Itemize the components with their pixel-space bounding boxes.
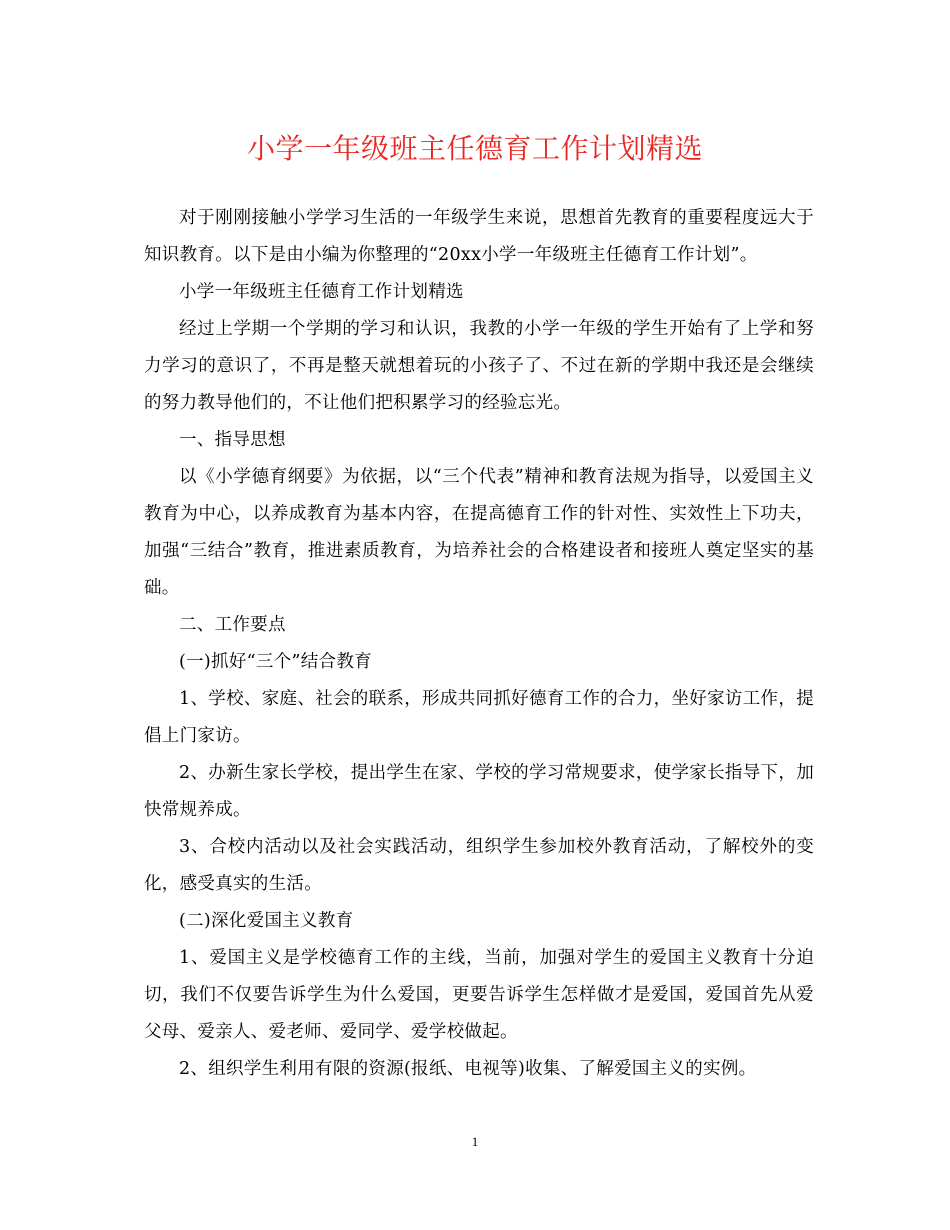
- list-item: 3、合校内活动以及社会实践活动，组织学生参加校外教育活动，了解校外的变化，感受真实的生活。: [144, 837, 814, 894]
- intro-paragraph: 对于刚刚接触小学学习生活的一年级学生来说，思想首先教育的重要程度远大于知识教育。以下是由小编为你整理的“20xx小学一年级班主任德育工作计划”。: [144, 208, 814, 265]
- list-item: 1、学校、家庭、社会的联系，形成共同抓好德育工作的合力，坐好家访工作，提倡上门家访。: [144, 689, 814, 746]
- document-title: 小学一年级班主任德育工作计划精选: [246, 132, 703, 165]
- list-item: 2、组织学生利用有限的资源(报纸、电视等)收集、了解爱国主义的实例。: [179, 1059, 757, 1079]
- body-paragraph: 以《小学德育纲要》为依据，以“三个代表”精神和教育法规为指导，以爱国主义教育为中心，以养成教育为基本内容，在提高德育工作的针对性、实效性上下功夫，加强“三结合”教育，推进素质教育，为培养社会的合格建设者和接班人奠定坚实的基础。: [144, 467, 814, 598]
- body-paragraph: 经过上学期一个学期的学习和认识，我教的小学一年级的学生开始有了上学和努力学习的意识了，不再是整天就想着玩的小孩子了、不过在新的学期中我还是会继续的努力教导他们的，不让他们把积累学习的经验忘光。: [144, 319, 814, 413]
- list-item: 2、办新生家长学校，提出学生在家、学校的学习常规要求，使学家长指导下，加快常规养成。: [144, 763, 814, 820]
- section-subtitle: 小学一年级班主任德育工作计划精选: [179, 282, 464, 302]
- subsection-heading-three-combination: (一)抓好“三个”结合教育: [179, 652, 372, 672]
- section-heading-work-points: 二、工作要点: [179, 615, 286, 635]
- subsection-heading-patriotism: (二)深化爱国主义教育: [179, 911, 354, 931]
- list-item: 1、爱国主义是学校德育工作的主线，当前，加强对学生的爱国主义教育十分迫切，我们不仅要告诉学生为什么爱国，更要告诉学生怎样做才是爱国，爱国首先从爱父母、爱亲人、爱老师、爱同学、爱学校做起。: [144, 948, 814, 1042]
- section-heading-guiding-thought: 一、指导思想: [179, 430, 286, 450]
- page-number: 1: [471, 1134, 479, 1149]
- document-body: [144, 200, 814, 1088]
